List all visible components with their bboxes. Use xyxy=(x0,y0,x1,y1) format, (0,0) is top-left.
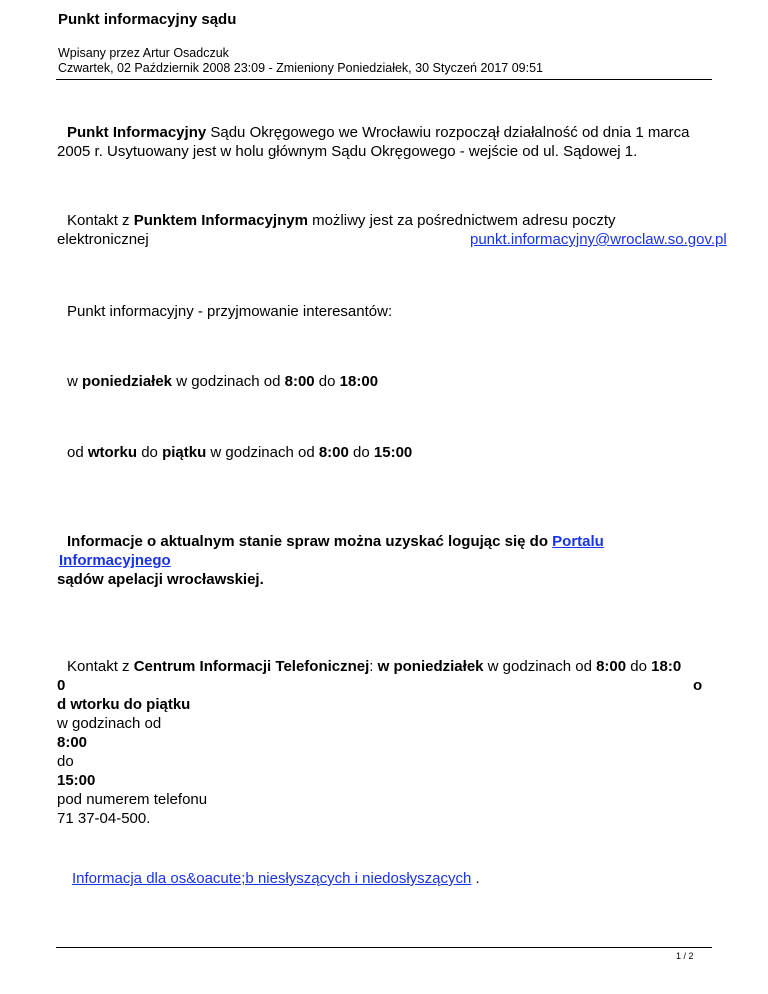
portal-link-1[interactable]: Portalu xyxy=(552,533,604,550)
header-rule xyxy=(56,79,712,80)
contact-pre: Kontakt z xyxy=(67,212,134,229)
tue-do2: do xyxy=(348,444,374,461)
author-line: Wpisany przez Artur Osadczuk xyxy=(58,46,229,60)
phone-to-part1: 18:0 xyxy=(651,658,682,675)
page-number: 1 / 2 xyxy=(676,951,694,961)
phone-colon: : xyxy=(369,658,378,675)
phone-line-5: pod numerem telefonu xyxy=(57,791,208,808)
email-link[interactable]: punkt.informacyjny@wroclaw.so.gov.pl xyxy=(470,231,727,248)
hours-tue-fri xyxy=(57,443,717,462)
phone-center: Centrum Informacji Telefonicznej xyxy=(133,658,370,675)
phone-from: 8:00 xyxy=(596,658,627,675)
phone-do: do xyxy=(626,658,652,675)
deaf-info-paragraph xyxy=(57,869,717,888)
contact-bold: Punktem Informacyjnym xyxy=(133,212,308,229)
phone-pre: Kontakt z xyxy=(67,658,134,675)
hours-heading-text: Punkt informacyjny - przyjmowanie interesantów: xyxy=(67,303,393,320)
tue-mid: w godzinach od xyxy=(206,444,319,461)
tue-to: 15:00 xyxy=(373,444,413,461)
intro-text-2: 2005 r. Usytuowany jest w holu głównym Sądu Okręgowego - wejście od ul. Sądowej 1. xyxy=(57,143,638,160)
hours-heading xyxy=(57,302,717,321)
monday-w: w xyxy=(67,373,82,390)
tue-do1: do xyxy=(137,444,163,461)
tue-day2: piątku xyxy=(162,444,207,461)
intro-text-1: Sądu Okręgowego we Wrocławiu rozpoczął działalność od dnia 1 marca xyxy=(206,124,690,141)
phone-mid: w godzinach od xyxy=(483,658,597,675)
portal-bold-2: sądów apelacji wrocławskiej. xyxy=(57,571,264,588)
contact-line2: elektronicznej xyxy=(57,231,149,248)
deaf-info-tail: . xyxy=(471,870,480,887)
date-line: Czwartek, 02 Październik 2008 23:09 - Zmieniony Poniedziałek, 30 Styczeń 2017 09:51 xyxy=(58,61,544,75)
monday-from: 8:00 xyxy=(284,373,315,390)
deaf-info-link[interactable]: Informacja dla os&oacute;b niesłyszących i niedosłyszących xyxy=(72,870,472,887)
document-title: Punkt informacyjny sądu xyxy=(58,11,237,28)
intro-paragraph xyxy=(57,123,717,161)
phone-o: o xyxy=(693,677,703,694)
phone-line-3: do xyxy=(57,753,74,770)
tue-from: 8:00 xyxy=(318,444,349,461)
phone-line-2: 8:00 xyxy=(57,734,88,751)
phone-line-1: w godzinach od xyxy=(57,715,162,732)
monday-mid: w godzinach od xyxy=(172,373,285,390)
phone-line-4: 15:00 xyxy=(57,772,96,789)
phone-tue-fri: d wtorku do piątku xyxy=(57,696,191,713)
portal-link-2[interactable]: Informacyjnego xyxy=(59,552,171,569)
contact-paragraph xyxy=(57,211,727,249)
intro-bold: Punkt Informacyjny xyxy=(67,124,207,141)
tue-od: od xyxy=(67,444,88,461)
tue-day1: wtorku xyxy=(87,444,138,461)
monday-do: do xyxy=(314,373,340,390)
phone-number: 71 37-04-500. xyxy=(57,810,151,827)
portal-bold-1: Informacje o aktualnym stanie spraw można uzyskać logując się do xyxy=(67,533,548,550)
footer-rule xyxy=(56,947,712,948)
monday-day: poniedziałek xyxy=(82,373,173,390)
hours-monday xyxy=(57,372,717,391)
document-meta xyxy=(58,46,543,76)
phone-monday: w poniedziałek xyxy=(377,658,484,675)
phone-paragraph xyxy=(57,657,717,828)
monday-to: 18:00 xyxy=(339,373,379,390)
portal-paragraph xyxy=(57,532,717,589)
contact-post: możliwy jest za pośrednictwem adresu poczty xyxy=(307,212,616,229)
phone-to-part2: 0 xyxy=(57,677,66,694)
